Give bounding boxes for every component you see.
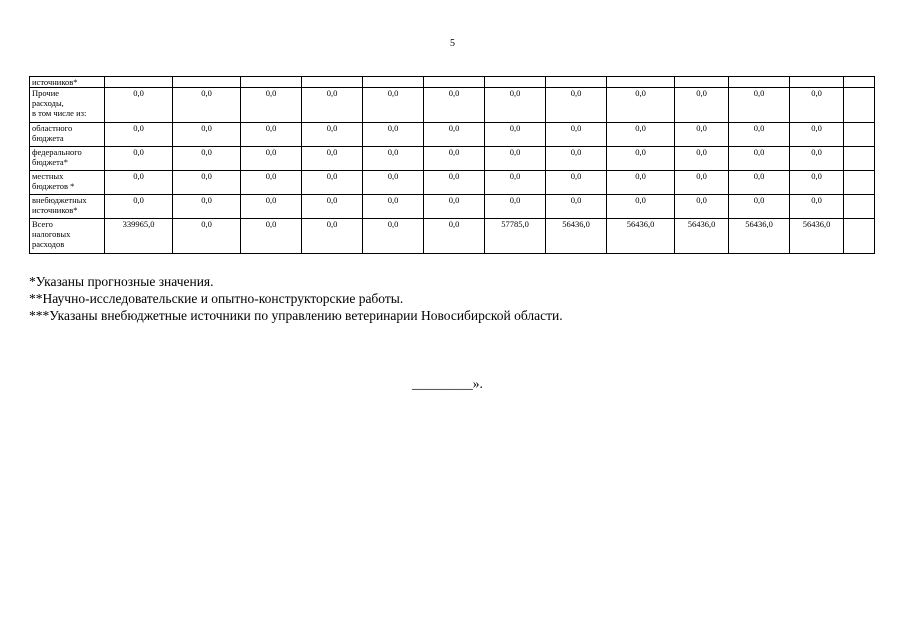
table-cell: 0,0 [363,171,424,195]
table-cell: 0,0 [302,147,363,171]
table-cell [844,147,875,171]
table-cell: 0,0 [424,195,485,219]
table-cell: 0,0 [105,123,173,147]
table-cell: 0,0 [241,219,302,254]
table-cell: 0,0 [363,123,424,147]
table-cell: 0,0 [546,123,607,147]
table-row [30,171,875,195]
table-cell: 0,0 [302,88,363,123]
table-cell: 0,0 [675,171,729,195]
table-cell: 0,0 [173,219,241,254]
table-cell [424,77,485,88]
table-cell: 0,0 [302,219,363,254]
table-cell: 56436,0 [790,219,844,254]
table-cell: 0,0 [424,123,485,147]
table-cell: 0,0 [424,88,485,123]
table-cell: 0,0 [173,147,241,171]
table-cell: 0,0 [546,195,607,219]
table-cell [675,77,729,88]
table-cell: 0,0 [105,147,173,171]
table-cell: 0,0 [173,88,241,123]
table-cell: 0,0 [729,147,790,171]
table-cell [844,88,875,123]
table-cell [790,77,844,88]
footnote-rnd: **Научно-исследовательские и опытно-конструкторские работы. [29,291,404,306]
footnotes [29,273,869,324]
table-cell: 0,0 [105,171,173,195]
table-row [30,88,875,123]
table-cell: 0,0 [173,123,241,147]
table-row [30,195,875,219]
table-cell: 0,0 [424,171,485,195]
table-cell: 56436,0 [607,219,675,254]
table-cell [844,171,875,195]
row-label: федерального бюджета* [30,147,105,171]
table-cell: 0,0 [363,147,424,171]
table-cell: 0,0 [607,88,675,123]
table-cell: 0,0 [363,195,424,219]
table-cell: 0,0 [790,195,844,219]
table-cell: 0,0 [302,195,363,219]
table-cell: 0,0 [675,123,729,147]
footnote-extrabudget: ***Указаны внебюджетные источники по управлению ветеринарии Новосибирской области. [29,308,563,323]
table-cell: 0,0 [424,219,485,254]
table-cell: 0,0 [790,171,844,195]
table-cell [173,77,241,88]
table-cell: 0,0 [485,88,546,123]
table-cell: 56436,0 [546,219,607,254]
table-row [30,219,875,254]
table-cell: 0,0 [363,219,424,254]
table-cell: 0,0 [105,195,173,219]
table-cell: 0,0 [485,171,546,195]
table-cell: 0,0 [607,171,675,195]
table-cell: 0,0 [485,123,546,147]
table-cell: 0,0 [729,123,790,147]
table-cell: 0,0 [241,123,302,147]
table-cell: 0,0 [675,147,729,171]
table-cell: 0,0 [241,147,302,171]
table-cell: 339965,0 [105,219,173,254]
table-cell [729,77,790,88]
row-label: местных бюджетов * [30,171,105,195]
table-row [30,147,875,171]
table-cell [607,77,675,88]
table-cell [844,219,875,254]
table-cell [844,195,875,219]
table-cell [363,77,424,88]
closing-mark: _________». [412,376,483,391]
table-cell: 0,0 [363,88,424,123]
table-cell: 0,0 [173,171,241,195]
table-cell: 0,0 [546,171,607,195]
table-cell: 0,0 [485,147,546,171]
table-cell: 0,0 [241,195,302,219]
table-row [30,77,875,88]
table-cell: 57785,0 [485,219,546,254]
table-cell: 0,0 [675,88,729,123]
table-cell [302,77,363,88]
table-cell [844,77,875,88]
table-cell: 0,0 [546,88,607,123]
row-label: Прочие расходы, в том числе из: [30,88,105,123]
table-row [30,123,875,147]
footnote-forecast: *Указаны прогнозные значения. [29,274,214,289]
table-cell: 56436,0 [729,219,790,254]
table-cell: 0,0 [241,171,302,195]
table-cell: 0,0 [729,195,790,219]
table-cell: 0,0 [173,195,241,219]
table-cell: 56436,0 [675,219,729,254]
budget-table [29,76,875,254]
table-cell [485,77,546,88]
table-cell: 0,0 [790,123,844,147]
row-label: источников* [30,77,105,88]
table-cell [546,77,607,88]
table-cell: 0,0 [607,123,675,147]
table-cell: 0,0 [729,88,790,123]
table-cell: 0,0 [241,88,302,123]
table-cell: 0,0 [790,88,844,123]
table-cell [844,123,875,147]
table-cell [241,77,302,88]
table-cell: 0,0 [302,123,363,147]
table-cell: 0,0 [485,195,546,219]
table-cell: 0,0 [729,171,790,195]
table-cell [105,77,173,88]
table-cell: 0,0 [546,147,607,171]
table-cell: 0,0 [424,147,485,171]
table-cell: 0,0 [105,88,173,123]
table-cell: 0,0 [302,171,363,195]
row-label: Всего налоговых расходов [30,219,105,254]
table-cell: 0,0 [607,195,675,219]
row-label: внебюджетных источников* [30,195,105,219]
page-number: 5 [450,38,455,49]
table-cell: 0,0 [790,147,844,171]
table-cell: 0,0 [675,195,729,219]
row-label: областного бюджета [30,123,105,147]
table-cell: 0,0 [607,147,675,171]
